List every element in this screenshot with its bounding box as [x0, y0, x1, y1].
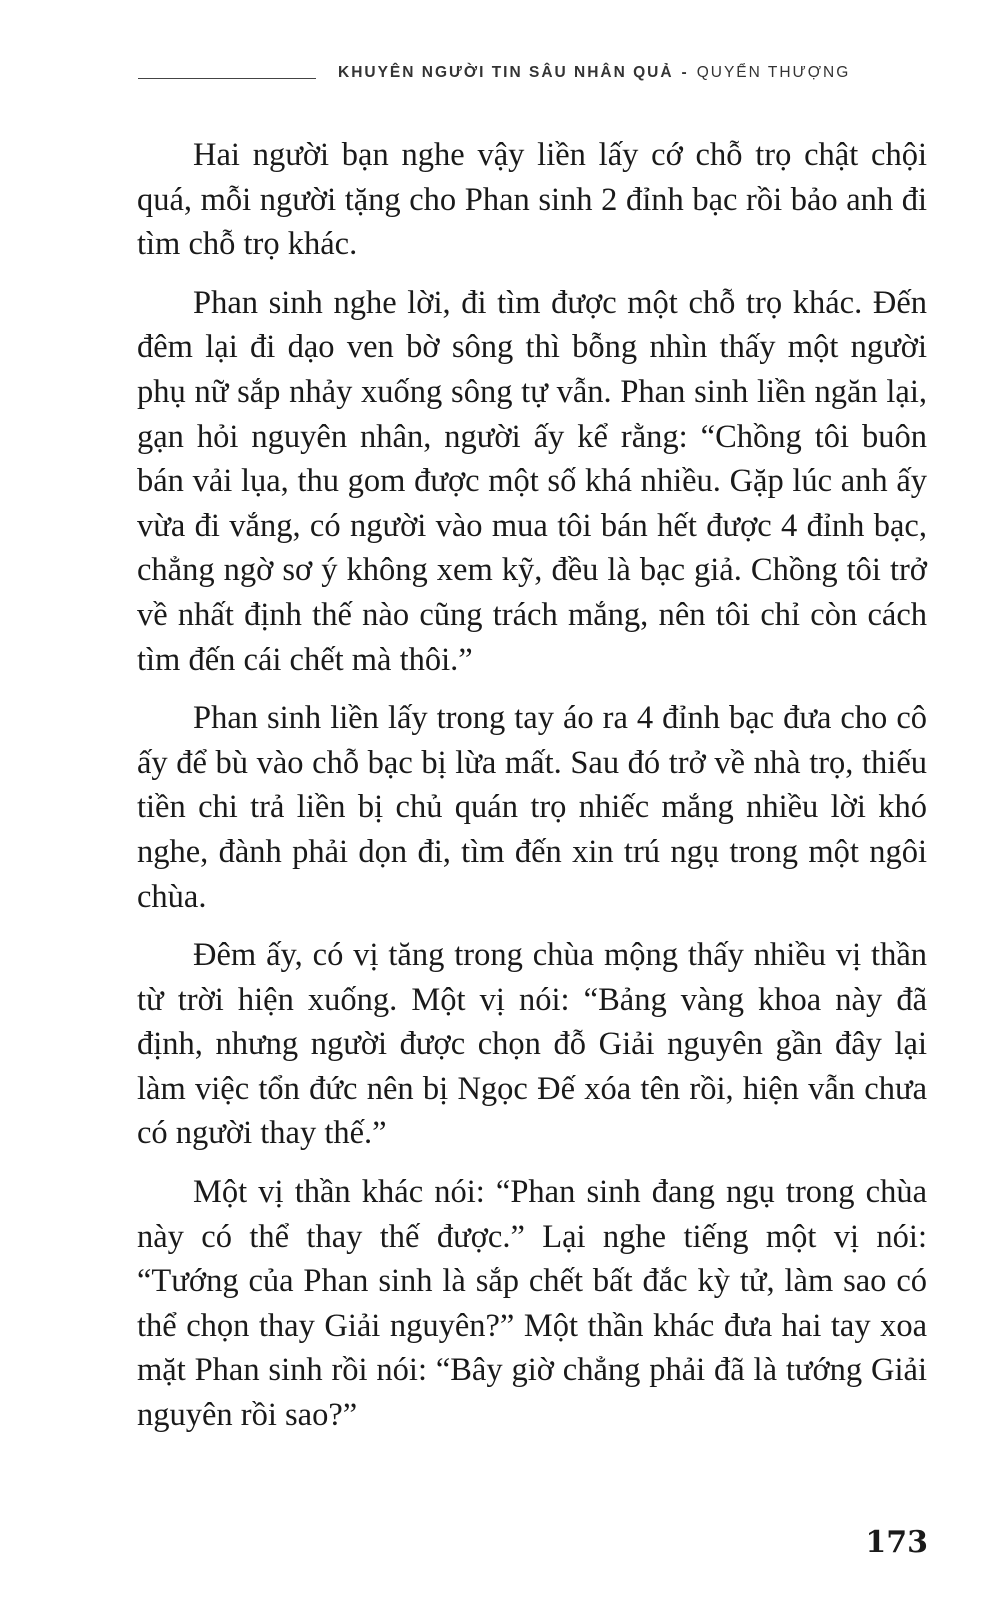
paragraph: Đêm ấy, có vị tăng trong chùa mộng thấy nhiều vị thần từ trời hiện xuống. Một vị nói: “Bảng vàng khoa này đã định, nhưng người được chọn đỗ Giải nguyên gần đây lại làm việc tổn đức nên bị Ngọc Đế xóa tên rồi, hiện vẫn chưa có người thay thế.”: [137, 937, 927, 1152]
header-text: [338, 64, 850, 82]
header-rule: [138, 78, 316, 79]
paragraph: Phan sinh nghe lời, đi tìm được một chỗ trọ khác. Đến đêm lại đi dạo ven bờ sông thì bỗng nhìn thấy một người phụ nữ sắp nhảy xuống sông tự vẫn. Phan sinh liền ngăn lại, gạn hỏi nguyên nhân, người ấy kể rằng: “Chồng tôi buôn bán vải lụa, thu gom được một số khá nhiều. Gặp lúc anh ấy vừa đi vắng, có người vào mua tôi bán hết được 4 đỉnh bạc, chẳng ngờ sơ ý không xem kỹ, đều là bạc giả. Chồng tôi trở về nhất định thế nào cũng trách mắng, nên tôi chỉ còn cách tìm đến cái chết mà thôi.”: [137, 284, 927, 678]
paragraph: Một vị thần khác nói: “Phan sinh đang ngụ trong chùa này có thể thay thế được.” Lại nghe tiếng một vị nói: “Tướng của Phan sinh là sắp chết bất đắc kỳ tử, làm sao có thể chọn thay Giải nguyên?” Một thần khác đưa hai tay xoa mặt Phan sinh rồi nói: “Bây giờ chẳng phải đã là tướng Giải nguyên rồi sao?”: [137, 1174, 927, 1434]
book-title: KHUYÊN NGƯỜI TIN SÂU NHÂN QUẢ: [338, 64, 674, 81]
paragraph: Hai người bạn nghe vậy liền lấy cớ chỗ trọ chật chội quá, mỗi người tặng cho Phan sinh 2 đỉnh bạc rồi bảo anh đi tìm chỗ trọ khác.: [137, 137, 927, 263]
page-number: 173: [865, 1525, 928, 1560]
page-body: [137, 133, 927, 1452]
volume-title: QUYỂN THƯỢNG: [696, 64, 851, 81]
running-header: [138, 58, 928, 88]
header-separator: -: [681, 64, 689, 81]
paragraph: Phan sinh liền lấy trong tay áo ra 4 đỉnh bạc đưa cho cô ấy để bù vào chỗ bạc bị lừa mất. Sau đó trở về nhà trọ, thiếu tiền chi trả liền bị chủ quán trọ nhiếc mắng nhiều lời khó nghe, đành phải dọn đi, tìm đến xin trú ngụ trong một ngôi chùa.: [137, 700, 927, 915]
